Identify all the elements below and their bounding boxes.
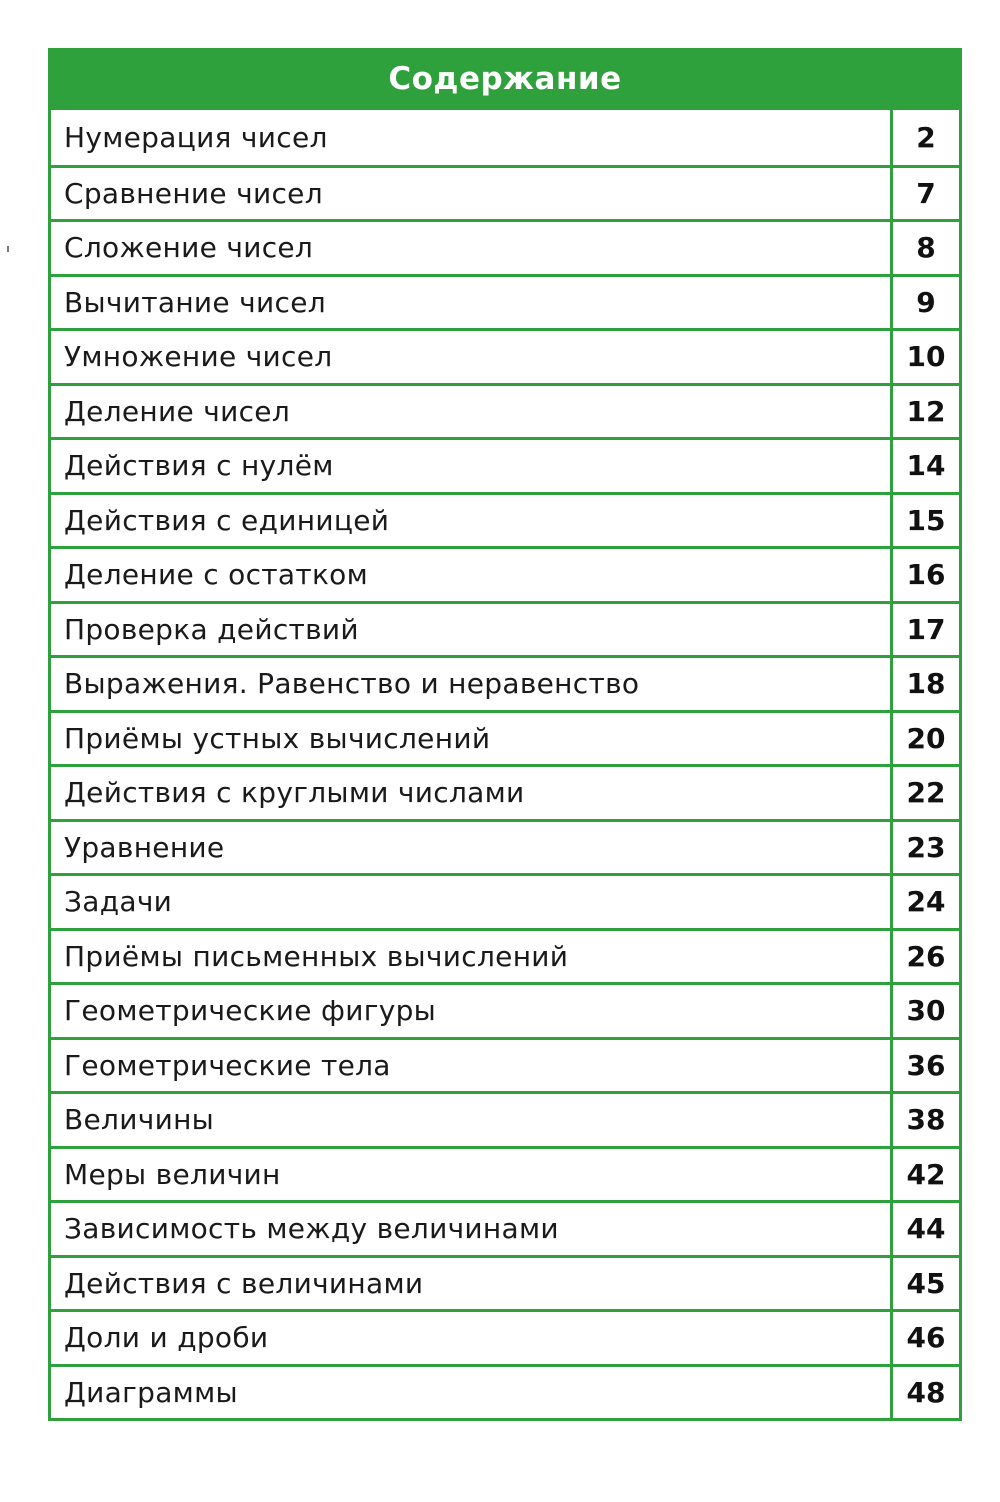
toc-entry-page: 17 [890,604,959,656]
toc-entry-title: Действия с величинами [64,1266,424,1300]
toc-entry-title: Зависимость между величинами [64,1212,559,1246]
toc-entry-title: Сложение чисел [64,231,314,265]
toc-entry-page: 8 [890,222,959,274]
toc-entry-page: 7 [890,168,959,220]
toc-row[interactable] [51,328,959,383]
toc-title: Содержание [388,61,622,97]
toc-entry-title: Геометрические тела [64,1048,391,1082]
toc-entry-page: 9 [890,277,959,329]
toc-entry-page: 20 [890,713,959,765]
toc-entry-title: Действия с нулём [64,449,334,483]
toc-entry-page: 30 [890,985,959,1037]
toc-entry-title: Действия с круглыми числами [64,776,525,810]
toc-entry-page: 2 [890,110,959,165]
toc-entry-title: Проверка действий [64,612,359,646]
toc-entry-page: 23 [890,822,959,874]
toc-row[interactable] [51,601,959,656]
toc-header [51,48,959,110]
toc-row[interactable] [51,1091,959,1146]
toc-entry-page: 45 [890,1258,959,1310]
toc-entry-title: Задачи [64,885,173,919]
toc-entry-title: Геометрические фигуры [64,994,437,1028]
toc-row[interactable] [51,873,959,928]
toc-row[interactable] [51,274,959,329]
toc-entry-page: 46 [890,1312,959,1364]
toc-entry-title: Диаграммы [64,1375,238,1409]
toc-row[interactable] [51,1309,959,1364]
toc-entry-page: 12 [890,386,959,438]
toc-entry-page: 38 [890,1094,959,1146]
toc-entry-page: 16 [890,549,959,601]
toc-entry-title: Доли и дроби [64,1321,269,1355]
toc-row[interactable] [51,546,959,601]
toc-entry-page: 10 [890,331,959,383]
toc-entry-page: 48 [890,1367,959,1419]
toc-entry-title: Деление с остатком [64,558,369,592]
toc-row[interactable] [51,982,959,1037]
toc-row[interactable] [51,1255,959,1310]
stray-mark [7,246,9,252]
toc-row[interactable] [51,110,959,165]
toc-entry-title: Вычитание чисел [64,285,326,319]
toc-row[interactable] [51,219,959,274]
toc-row[interactable] [51,437,959,492]
toc-entry-page: 42 [890,1149,959,1201]
toc-entry-title: Действия с единицей [64,503,390,537]
toc-row[interactable] [51,1364,959,1419]
toc-entry-title: Приёмы письменных вычислений [64,939,569,973]
toc-row[interactable] [51,383,959,438]
toc-entry-page: 15 [890,495,959,547]
toc-row[interactable] [51,1200,959,1255]
toc-entry-page: 22 [890,767,959,819]
toc-entry-title: Сравнение чисел [64,176,323,210]
toc-rows [51,110,959,1418]
toc-entry-page: 26 [890,931,959,983]
toc-row[interactable] [51,492,959,547]
toc-row[interactable] [51,1146,959,1201]
toc-row[interactable] [51,165,959,220]
toc-entry-title: Величины [64,1103,215,1137]
toc-row[interactable] [51,655,959,710]
toc-entry-title: Приёмы устных вычислений [64,721,491,755]
toc-entry-title: Выражения. Равенство и неравенство [64,667,640,701]
toc-row[interactable] [51,764,959,819]
toc-entry-title: Нумерация чисел [64,120,328,154]
toc-entry-title: Деление чисел [64,394,291,428]
toc-row[interactable] [51,710,959,765]
toc-entry-page: 44 [890,1203,959,1255]
toc-entry-page: 14 [890,440,959,492]
toc-row[interactable] [51,819,959,874]
table-of-contents [48,48,962,1421]
toc-entry-title: Умножение чисел [64,340,333,374]
toc-entry-title: Уравнение [64,830,225,864]
toc-row[interactable] [51,1037,959,1092]
toc-row[interactable] [51,928,959,983]
toc-entry-page: 36 [890,1040,959,1092]
toc-entry-page: 24 [890,876,959,928]
toc-entry-page: 18 [890,658,959,710]
toc-entry-title: Меры величин [64,1157,281,1191]
